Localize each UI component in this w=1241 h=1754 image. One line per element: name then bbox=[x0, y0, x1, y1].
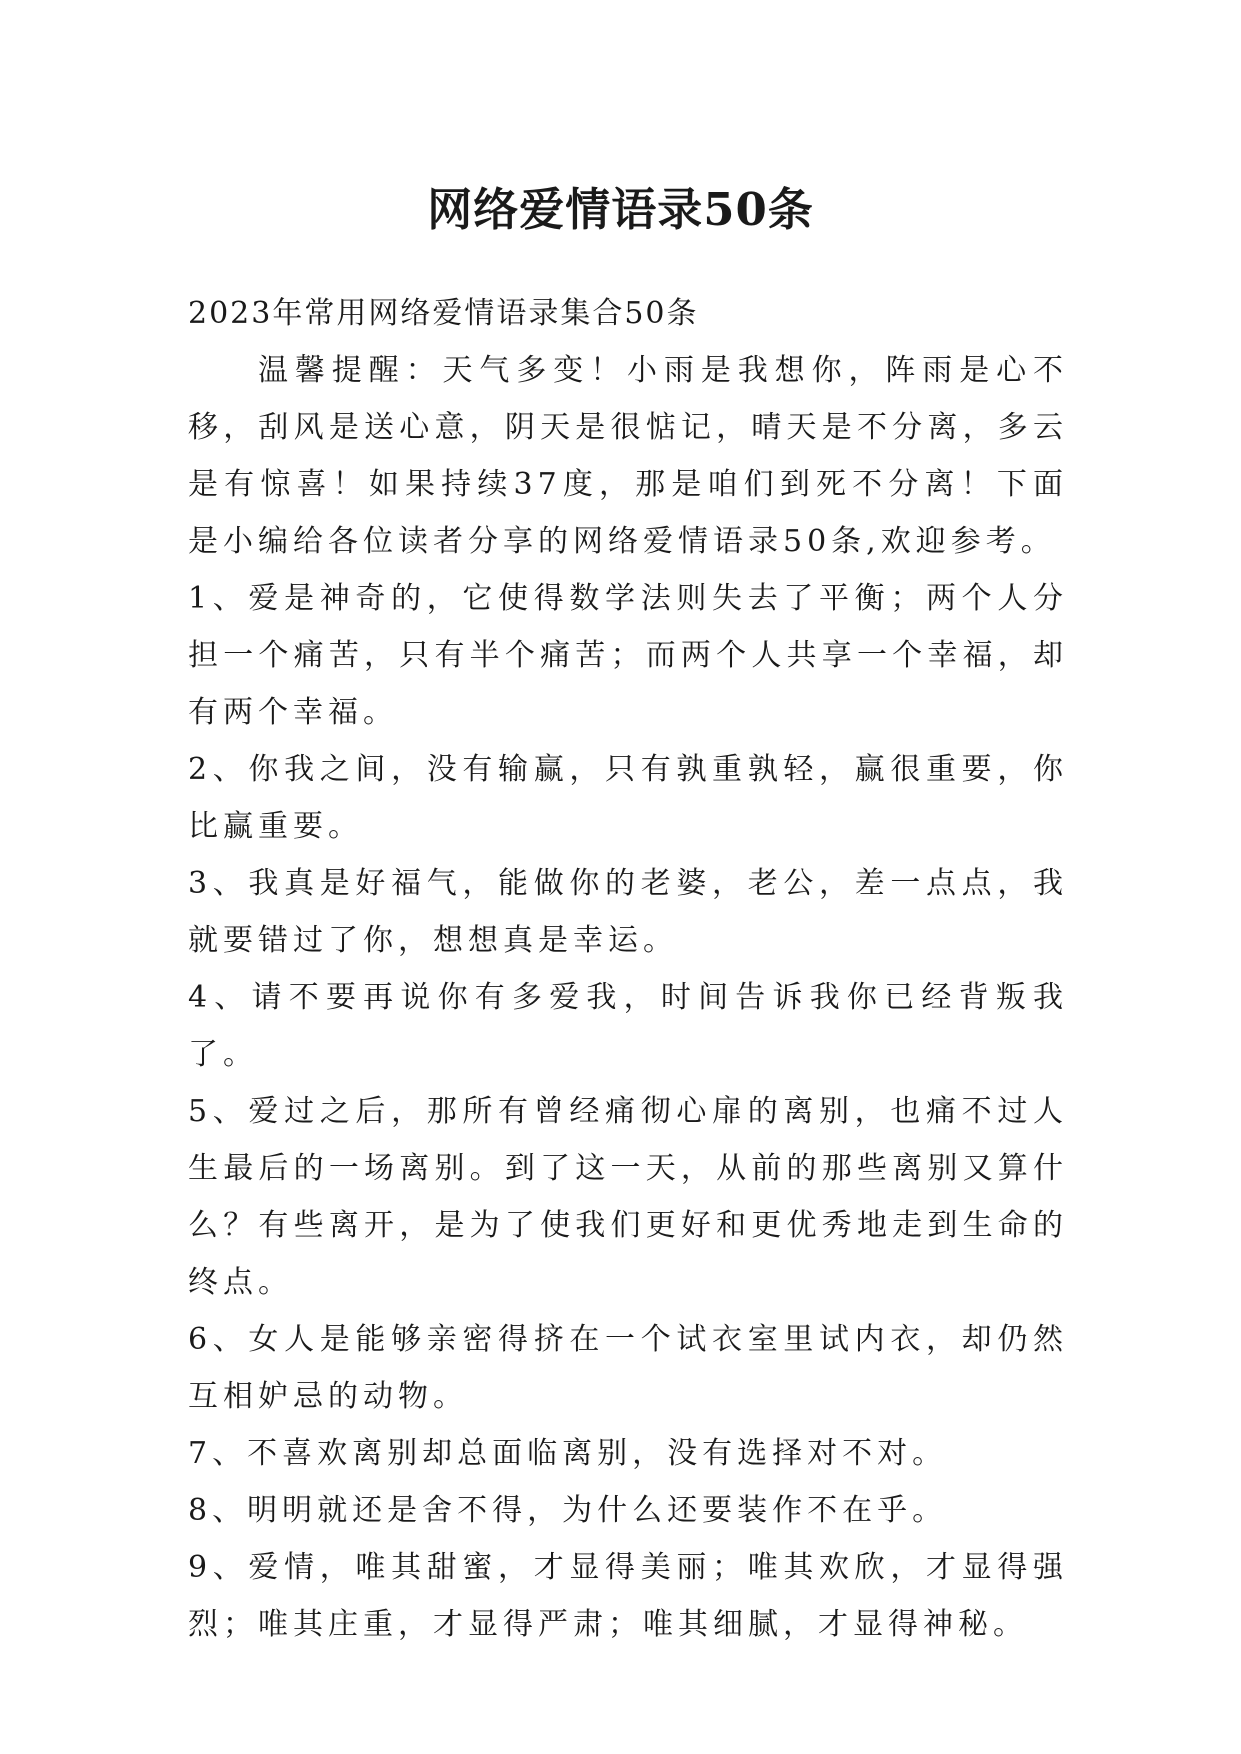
list-item: 3、我真是好福气，能做你的老婆，老公，差一点点，我就要错过了你，想想真是幸运。 bbox=[188, 866, 1068, 958]
list-item: 6、女人是能够亲密得挤在一个试衣室里试内衣，却仍然互相妒忌的动物。 bbox=[188, 1322, 1068, 1414]
list-item: 4、请不要再说你有多爱我，时间告诉我你已经背叛我了。 bbox=[188, 980, 1068, 1072]
document-title: 网络爱情语录50条 bbox=[427, 183, 814, 237]
intro-paragraph: 温馨提醒：天气多变！小雨是我想你，阵雨是心不移，刮风是送心意，阴天是很惦记，晴天是不分离，多云是有惊喜！如果持续37度，那是咱们到死不分离！下面是小编给各位读者分享的网络爱情语录50条,欢迎参考。 bbox=[188, 353, 1068, 559]
list-item: 2、你我之间，没有输赢，只有孰重孰轻，赢很重要，你比赢重要。 bbox=[188, 752, 1068, 844]
list-item: 1、爱是神奇的，它使得数学法则失去了平衡；两个人分担一个痛苦，只有半个痛苦；而两个人共享一个幸福，却有两个幸福。 bbox=[188, 581, 1068, 730]
list-item: 8、明明就还是舍不得，为什么还要装作不在乎。 bbox=[188, 1493, 948, 1528]
list-item: 7、不喜欢离别却总面临离别，没有选择对不对。 bbox=[188, 1436, 948, 1471]
document-subtitle: 2023年常用网络爱情语录集合50条 bbox=[188, 296, 699, 331]
list-item: 9、爱情，唯其甜蜜，才显得美丽；唯其欢欣，才显得强烈；唯其庄重，才显得严肃；唯其细腻，才显得神秘。 bbox=[188, 1550, 1068, 1642]
list-item: 5、爱过之后，那所有曾经痛彻心扉的离别，也痛不过人生最后的一场离别。到了这一天，从前的那些离别又算什么？有些离开，是为了使我们更好和更优秀地走到生命的终点。 bbox=[188, 1094, 1068, 1300]
document-body bbox=[188, 285, 1068, 1653]
